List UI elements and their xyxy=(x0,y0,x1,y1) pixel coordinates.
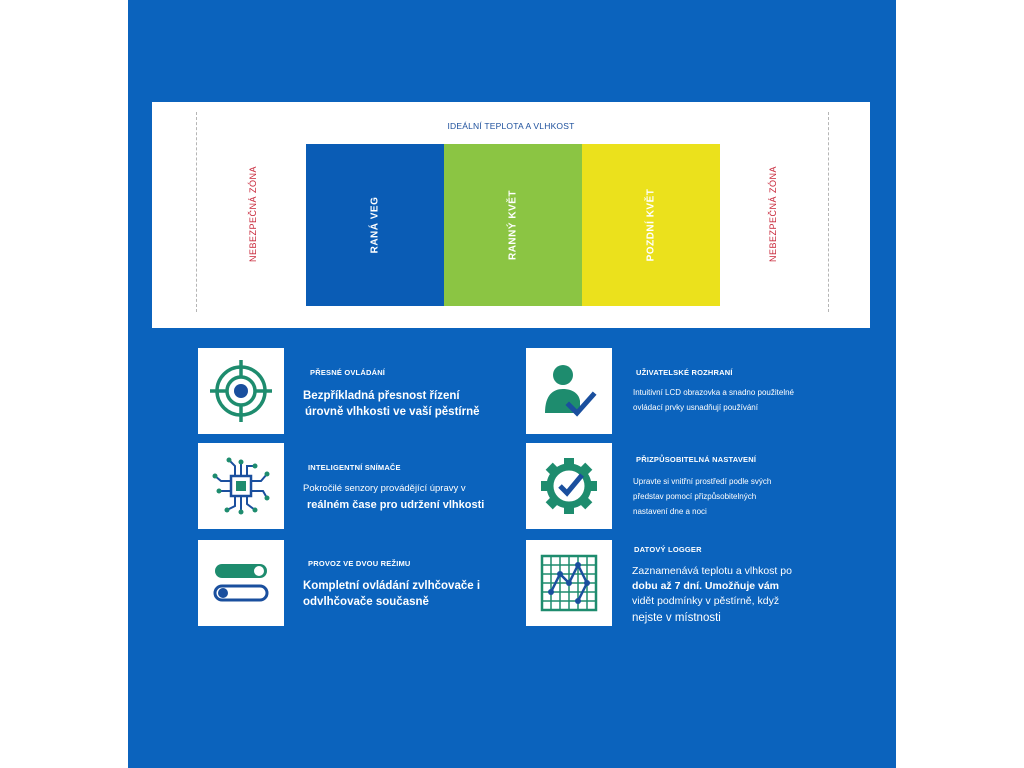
feature-precise-control-desc xyxy=(303,388,480,420)
feature-smart-sensors-desc xyxy=(303,482,484,514)
desc-line: Intuitivní LCD obrazovka a snadno použitelné xyxy=(633,388,794,397)
desc-line: nastavení dne a noci xyxy=(633,507,707,517)
desc-line: nejste v místnosti xyxy=(632,611,721,624)
target-icon xyxy=(208,358,274,424)
feature-custom-settings-title: PŘIZPŮSOBITELNÁ NASTAVENÍ xyxy=(636,455,757,464)
feature-data-logger-icon-box xyxy=(526,540,612,626)
feature-dual-mode-icon-box xyxy=(198,540,284,626)
humidity-diagram xyxy=(152,102,870,328)
feature-precise-control-title: PŘESNÉ OVLÁDÁNÍ xyxy=(310,368,386,377)
band-late-flower xyxy=(582,144,720,306)
ideal-zone-title: IDEÁLNÍ TEPLOTA A VLHKOST xyxy=(447,121,575,131)
feature-user-interface-icon-box xyxy=(526,348,612,434)
feature-precise-control-icon-box xyxy=(198,348,284,434)
desc-line: Kompletní ovládání zvlhčovače i xyxy=(303,580,481,592)
feature-smart-sensors-icon-box xyxy=(198,443,284,529)
toggle-icon xyxy=(211,558,271,608)
danger-zone-right-label: NEBEZPEČNÁ ZÓNA xyxy=(768,165,778,263)
desc-line: Pokročilé senzory provádějící úpravy v xyxy=(303,483,466,494)
desc-line: Bezpříkladná přesnost řízení xyxy=(303,390,460,402)
user-check-icon xyxy=(539,361,599,421)
desc-line: úrovně vlhkosti ve vaší pěstírně xyxy=(305,406,480,419)
band-early-veg xyxy=(306,144,444,306)
feature-smart-sensors-title: INTELIGENTNÍ SNÍMAČE xyxy=(308,463,401,472)
band-early-flower xyxy=(444,144,582,306)
band-early-flower-label: RANNÝ KVĚT xyxy=(507,189,519,261)
feature-user-interface-title: UŽIVATELSKÉ ROZHRANÍ xyxy=(636,368,733,377)
desc-line: reálném čase pro udržení vlhkosti xyxy=(307,498,485,511)
desc-line: odvlhčovače současně xyxy=(303,596,429,609)
desc-line: vidět podmínky v pěstírně, když xyxy=(632,595,780,608)
gear-check-icon xyxy=(538,455,600,517)
dashed-divider-right xyxy=(828,112,829,312)
grid-chart-icon xyxy=(538,552,600,614)
band-late-flower-label: POZDNÍ KVĚT xyxy=(645,188,657,262)
desc-line: dobu až 7 dní. Umožňuje vám xyxy=(632,580,780,593)
desc-line: Upravte si vnitřní prostředí podle svých xyxy=(633,477,772,486)
feature-data-logger-title: DATOVÝ LOGGER xyxy=(634,545,702,554)
feature-user-interface-desc xyxy=(633,385,794,415)
feature-custom-settings-icon-box xyxy=(526,443,612,529)
desc-line: představ pomocí přizpůsobitelných xyxy=(633,492,757,502)
dashed-divider-left xyxy=(196,112,197,312)
feature-custom-settings-desc xyxy=(633,474,771,520)
product-panel xyxy=(128,0,896,768)
feature-dual-mode-desc xyxy=(303,578,480,610)
desc-line: Zaznamenává teplotu a vlhkost po xyxy=(632,565,792,577)
chip-icon xyxy=(209,454,273,518)
feature-dual-mode-title: PROVOZ VE DVOU REŽIMU xyxy=(308,559,411,568)
feature-data-logger-desc xyxy=(632,564,792,626)
desc-line: ovládací prvky usnadňují používání xyxy=(633,403,758,413)
danger-zone-left-label: NEBEZPEČNÁ ZÓNA xyxy=(248,165,258,263)
band-early-veg-label: RANÁ VEG xyxy=(369,196,381,254)
